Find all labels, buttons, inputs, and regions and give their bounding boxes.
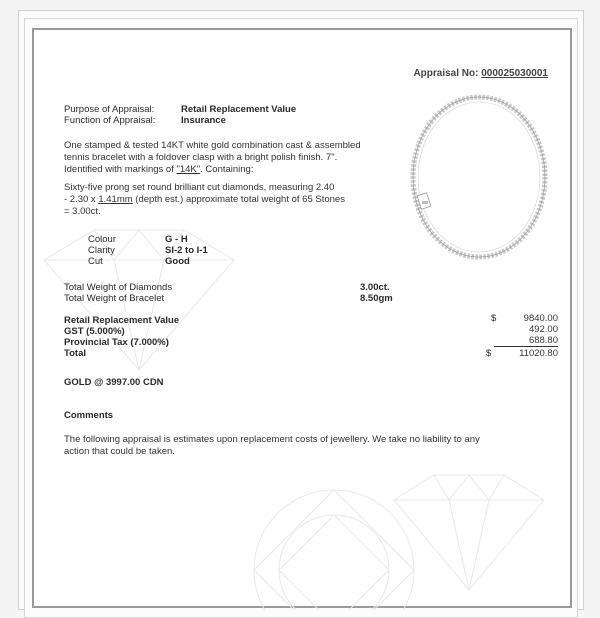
weight-label: Total Weight of Bracelet [64,293,165,304]
purpose-value: Retail Replacement Value [181,104,297,115]
purpose-label: Purpose of Appraisal: [64,104,155,115]
weight-value: 8.50gm [360,293,393,304]
subtotal-rule [494,346,558,347]
grading-label: Clarity [88,245,115,256]
valuation-label: Retail Replacement Value [64,315,180,326]
appraisal-number [413,68,548,80]
appraisal-document [32,28,572,608]
item-description: One stamped & tested 14KT white gold combination cast & assembled tennis bracelet with a foldover clasp with a bright polish finish. 7". Identified with markings of "14K". Containing: [64,140,361,175]
comments-text: The following appraisal is estimates upon replacement costs of jewellery. We take no liability to any action that could be taken. [64,434,480,457]
valuation-label: Provincial Tax (7.000%) [64,337,169,348]
grading-label: Cut [88,256,103,267]
valuation-amount: 492.00 [528,324,558,335]
grading-label: Colour [88,234,116,245]
weight-label: Total Weight of Diamonds [64,282,173,293]
stones-description: Sixty-five prong set round brilliant cut diamonds, measuring 2.40 - 2.30 x 1.41mm (depth est.) approximate total weight of 65 Stones = 3.00ct. [64,182,345,217]
grading-value: SI-2 to I-1 [165,245,208,256]
valuation-amount: 9840.00 [523,313,558,324]
appraisal-number-label: Appraisal No: [413,68,479,79]
currency-symbol: $ [491,313,497,324]
comments-heading: Comments [64,410,114,421]
valuation-label: Total [64,348,86,359]
appraisal-number-value: 000025030001 [481,68,548,79]
gold-price: GOLD @ 3997.00 CDN [64,377,164,388]
bracelet-image [401,82,557,272]
currency-symbol: $ [486,348,492,359]
valuation-amount: 11020.80 [519,348,558,359]
function-label: Function of Appraisal: [64,115,156,126]
grading-value: G - H [165,234,188,245]
grading-value: Good [165,256,190,267]
valuation-amount: 688.80 [528,335,558,346]
valuation-label: GST (5.000%) [64,326,125,337]
weight-value: 3.00ct. [360,282,390,293]
marking: "14K" [176,164,201,175]
depth-value: 1.41mm [98,194,133,205]
function-value: Insurance [181,115,226,126]
